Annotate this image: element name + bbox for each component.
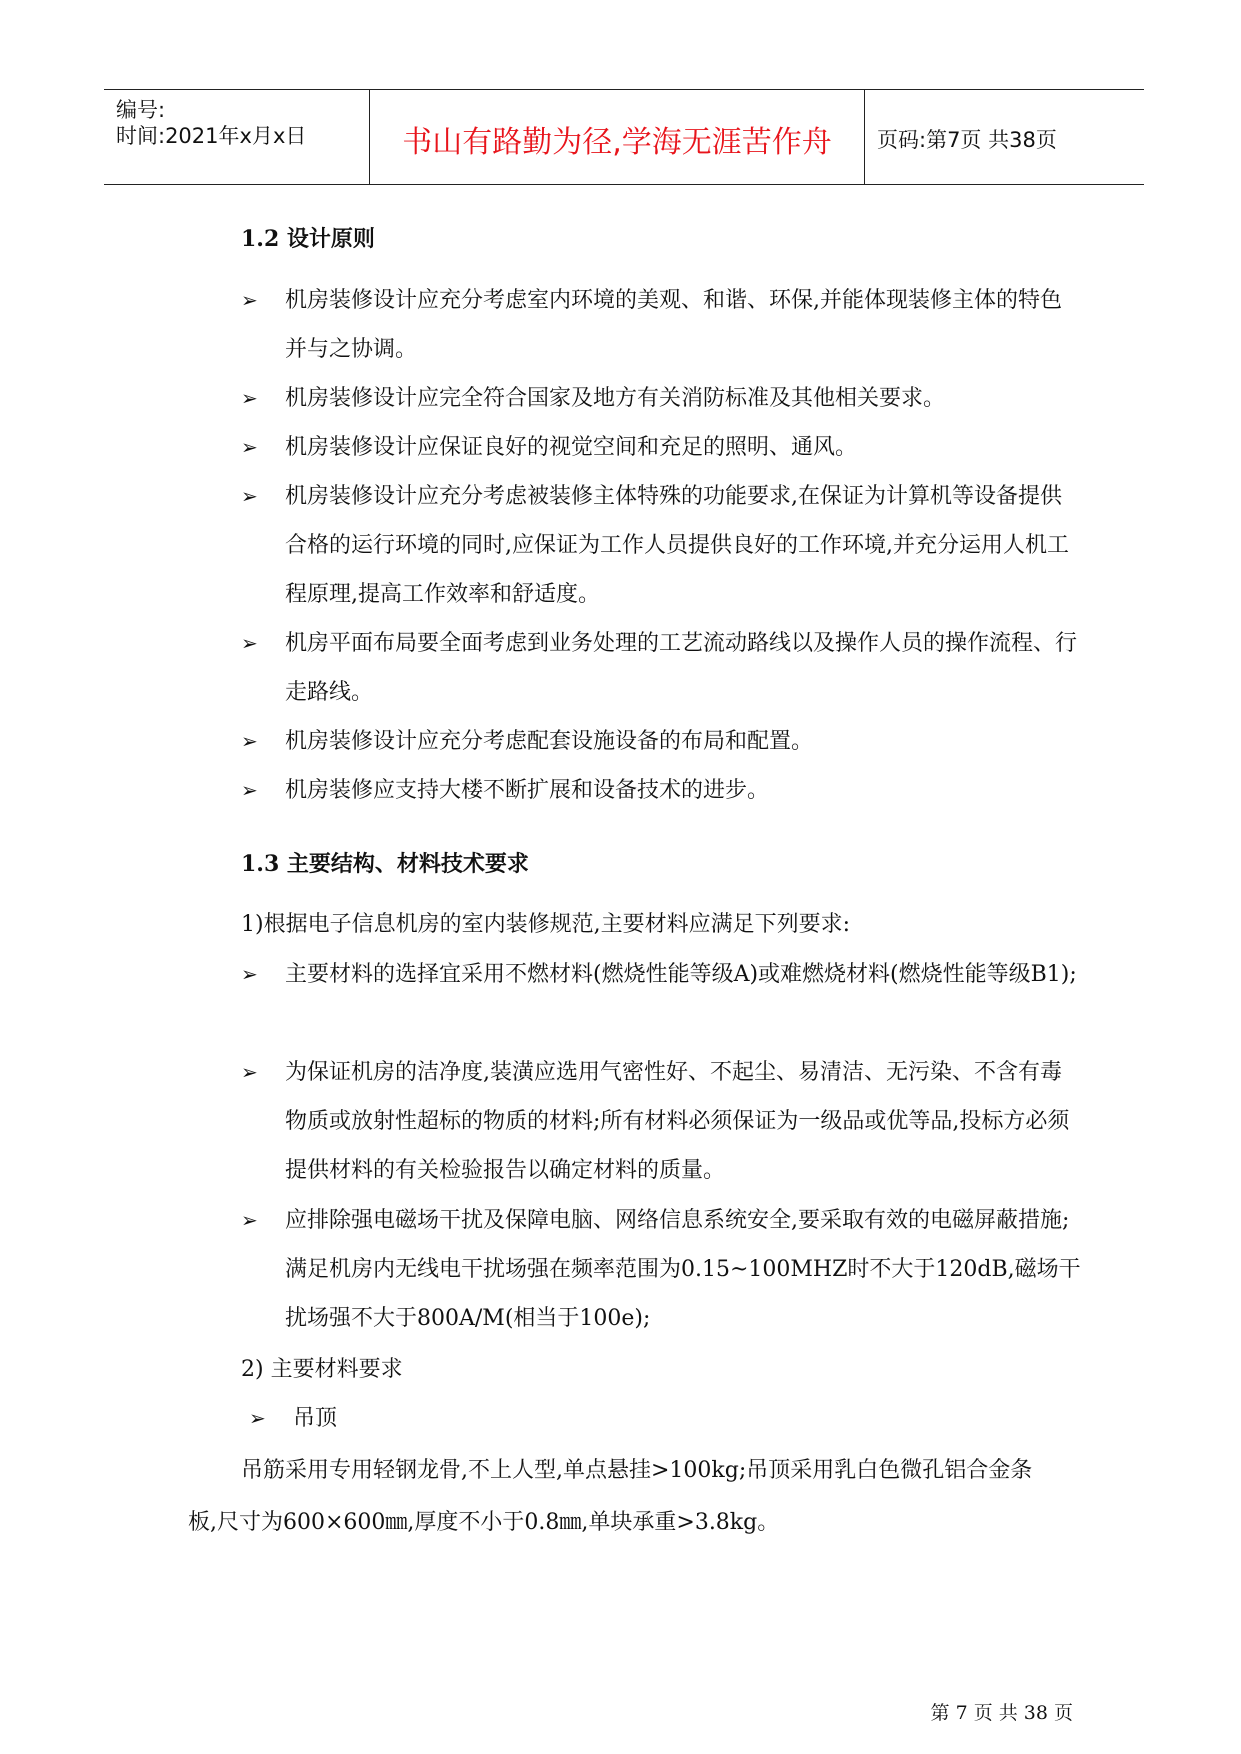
header-motto-cell [370,90,865,184]
numbered-item-1: 1)根据电子信息机房的室内装修规范,主要材料应满足下列要求: [241,912,850,937]
list-item [241,374,1081,423]
header-info-cell [104,90,370,184]
document-time-label: 时间:2021年x月x日 [116,124,307,148]
list-item [241,1196,1081,1343]
list-item [249,1394,649,1443]
list-item-text: 机房装修设计应充分考虑被装修主体特殊的功能要求,在保证为计算机等设备提供合格的运行环境的同时,应保证为工作人员提供良好的工作环境,并充分运用人机工程原理,提高工作效率和舒适度。 [285,484,1069,607]
list-item [241,276,1081,374]
list-item [241,717,1081,766]
list-item-text: 机房装修设计应完全符合国家及地方有关消防标准及其他相关要求。 [285,386,946,411]
section-heading-1-2: 1.2 设计原则 [241,226,375,252]
list-item-text: 机房装修设计应充分考虑室内环境的美观、和谐、环保,并能体现装修主体的特色并与之协调。 [285,288,1062,362]
list-item [241,619,1081,717]
bullet-arrow-icon: ➢ [241,778,258,802]
bullet-arrow-icon: ➢ [241,435,258,459]
list-item-text: 机房装修设计应保证良好的视觉空间和充足的照明、通风。 [285,435,858,460]
list-item-text: 应排除强电磁场干扰及保障电脑、网络信息系统安全,要采取有效的电磁屏蔽措施;满足机房内无线电干扰场强在频率范围为0.15~100MHZ时不大于120dB,磁场干扰场强不大于800A/M(相当于100e); [285,1208,1081,1331]
header-page-code: 页码:第7页 共38页 [877,128,1057,152]
section-heading-1-3: 1.3 主要结构、材料技术要求 [241,851,529,877]
bullet-arrow-icon: ➢ [241,1060,258,1084]
bullet-arrow-icon: ➢ [241,729,258,753]
document-number-label: 编号: [116,98,166,122]
bullet-arrow-icon: ➢ [241,962,258,986]
list-item [241,1048,1081,1195]
bullet-arrow-icon: ➢ [241,1208,258,1232]
list-item [241,423,1081,472]
list-item-text: 机房平面布局要全面考虑到业务处理的工艺流动路线以及操作人员的操作流程、行走路线。 [285,631,1078,705]
list-item-text: 机房装修设计应充分考虑配套设施设备的布局和配置。 [285,729,814,754]
list-item-text: 为保证机房的洁净度,装潢应选用气密性好、不起尘、易清洁、无污染、不含有毒物质或放射性超标的物质的材料;所有材料必须保证为一级品或优等品,投标方必须提供材料的有关检验报告以确定材料的质量。 [285,1060,1070,1183]
bullet-arrow-icon: ➢ [241,631,258,655]
numbered-item-2: 2) 主要材料要求 [241,1357,403,1382]
bullet-arrow-icon: ➢ [241,484,258,508]
list-item-text: 机房装修应支持大楼不断扩展和设备技术的进步。 [285,778,770,803]
list-item [241,472,1081,619]
header-motto: 书山有路勤为径,学海无涯苦作舟 [402,125,832,160]
bullet-arrow-icon: ➢ [241,386,258,410]
page-footer: 第 7 页 共 38 页 [930,1702,1073,1724]
document-header [104,89,1144,185]
bullet-arrow-icon: ➢ [249,1406,266,1430]
body-paragraph: 吊筋采用专用轻钢龙骨,不上人型,单点悬挂>100kg;吊顶采用乳白色微孔铝合金条板,尺寸为600×600㎜,厚度不小于0.8㎜,单块承重>3.8kg。 [188,1458,1033,1535]
list-item-text: 吊顶 [293,1406,338,1431]
list-item [241,950,1081,999]
list-item [241,766,1081,815]
header-page-cell [865,90,1144,184]
list-item-text: 主要材料的选择宜采用不燃材料(燃烧性能等级A)或难燃烧材料(燃烧性能等级B1); [285,962,1077,987]
bullet-arrow-icon: ➢ [241,288,258,312]
